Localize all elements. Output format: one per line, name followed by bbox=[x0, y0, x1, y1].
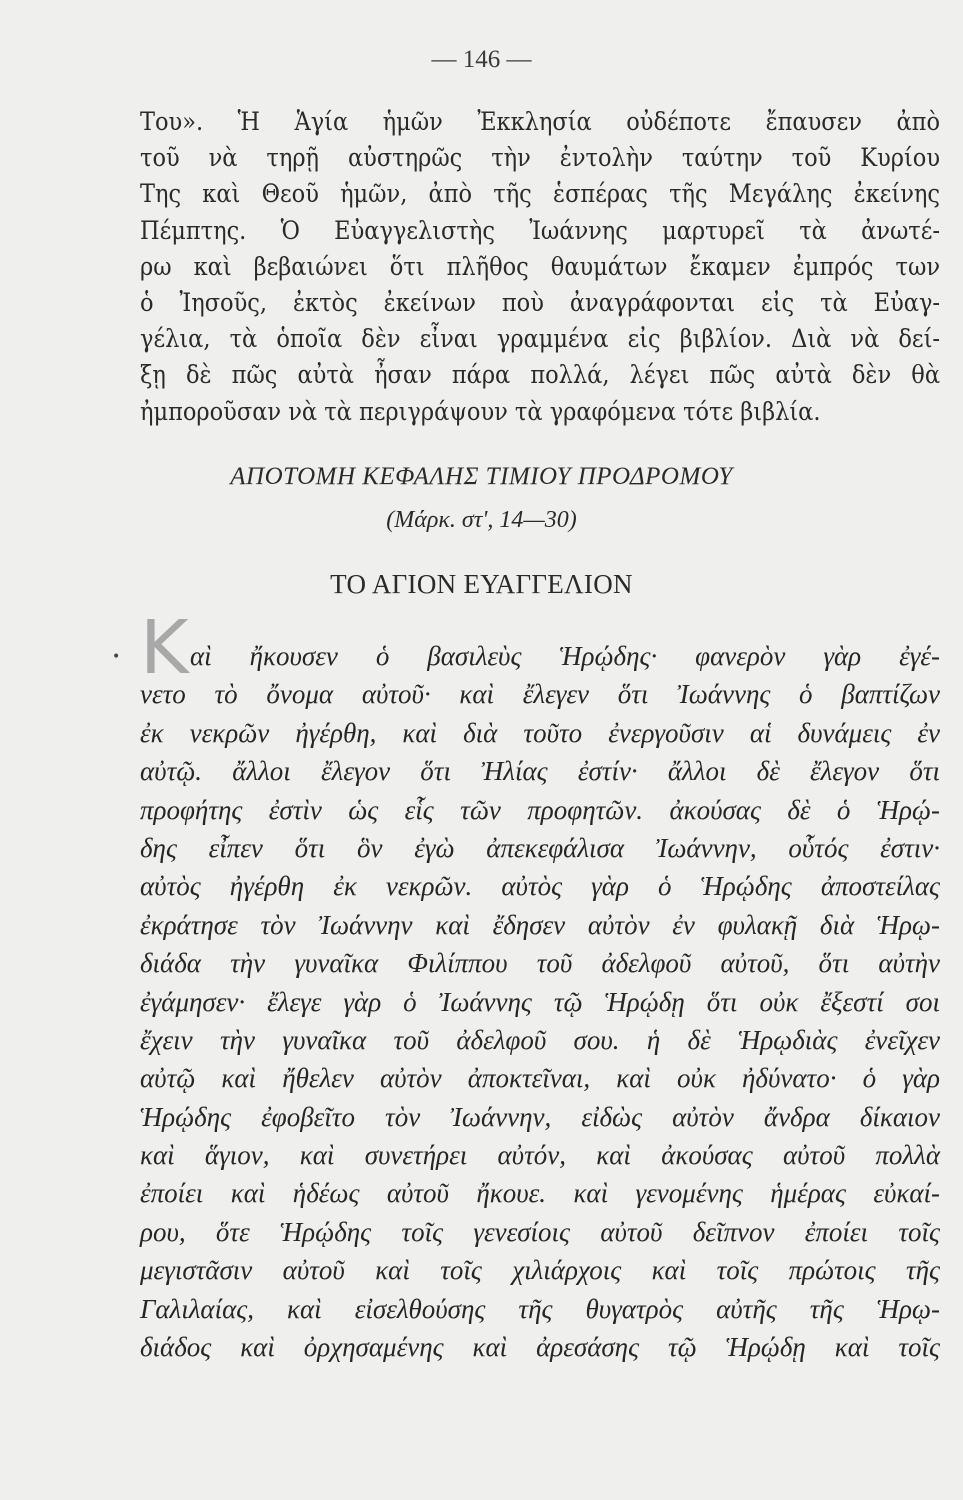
gospel-line: δης εἶπεν ὅτι ὃν ἐγὼ ἀπεκεφάλισα Ἰωάννην, οὗτός ἐστιν· bbox=[140, 832, 940, 863]
gospel-line: ἐκράτησε τὸν Ἰωάννην καὶ ἔδησεν αὐτὸν ἐν φυλακῇ διὰ Ἡρῳ- bbox=[140, 909, 940, 940]
text-line: ρω καὶ βεβαιώνει ὅτι πλῆθος θαυμάτων ἔκαμεν ἐμπρός των bbox=[140, 251, 940, 281]
gospel-line: διάδος καὶ ὀρχησαμένης καὶ ἀρεσάσης τῷ Ἡρῴδῃ καὶ τοῖς bbox=[140, 1332, 940, 1363]
gospel-line: διάδα τὴν γυναῖκα Φιλίππου τοῦ ἀδελφοῦ αὐτοῦ, ὅτι αὐτὴν bbox=[140, 948, 940, 979]
gospel-line: ἐγάμησεν· ἔλεγε γὰρ ὁ Ἰωάννης τῷ Ἡρῴδῃ ὅτι οὐκ ἔξεστί σοι bbox=[140, 986, 940, 1017]
gospel-line: αὐτῷ καὶ ἤθελεν αὐτὸν ἀποκτεῖναι, καὶ οὐκ ἠδύνατο· ὁ γὰρ bbox=[140, 1063, 940, 1094]
gospel-line: νετο τὸ ὄνομα αὐτοῦ· καὶ ἔλεγεν ὅτι Ἰωάννης ὁ βαπτίζων bbox=[140, 679, 940, 710]
gospel-line: ἐκ νεκρῶν ἠγέρθη, καὶ διὰ τοῦτο ἐνεργοῦσιν αἱ δυνάμεις ἐν bbox=[140, 717, 940, 748]
text-line: ὁ Ἰησοῦς, ἐκτὸς ἐκείνων ποὺ ἀναγράφονται εἰς τὰ Εὐαγ- bbox=[140, 287, 940, 317]
gospel-line: προφήτης ἐστὶν ὡς εἷς τῶν προφητῶν. ἀκούσας δὲ ὁ Ἡρῴ- bbox=[140, 794, 940, 825]
text-line: Πέμπτης. Ὁ Εὐαγγελιστὴς Ἰωάννης μαρτυρεῖ τὰ ἀνωτέ- bbox=[140, 215, 940, 245]
drop-cap: Κ bbox=[140, 605, 189, 691]
page-number: — 146 — bbox=[431, 46, 532, 73]
gospel-text bbox=[140, 637, 940, 1366]
text-line: γέλια, τὰ ὁποῖα δὲν εἶναι γραμμένα εἰς βιβλίον. Διὰ νὰ δεί- bbox=[140, 324, 940, 354]
gospel-line: αὶ ἤκουσεν ὁ βασιλεὺς Ἡρῴδης· φανερὸν γὰρ ἐγέ- bbox=[190, 641, 940, 671]
gospel-heading: ΤΟ ΑΓΙΟΝ ΕΥΑΓΓΕΛΙΟΝ bbox=[330, 569, 633, 599]
body-paragraph bbox=[140, 104, 940, 430]
section-title: ΑΠΟΤΟΜΗ ΚΕΦΑΛΗΣ ΤΙΜΙΟΥ ΠΡΟΔΡΟΜΟΥ bbox=[230, 463, 733, 490]
gospel-line: ἔχειν τὴν γυναῖκα τοῦ ἀδελφοῦ σου. ἡ δὲ Ἡρῳδιὰς ἐνεῖχεν bbox=[140, 1024, 940, 1055]
gospel-line: καὶ ἅγιον, καὶ συνετήρει αὐτόν, καὶ ἀκούσας αὐτοῦ πολλὰ bbox=[140, 1140, 940, 1171]
gospel-line: αὐτῷ. ἄλλοι ἔλεγον ὅτι Ἠλίας ἐστίν· ἄλλοι δὲ ἔλεγον ὅτι bbox=[140, 756, 940, 787]
gospel-line: αὐτὸς ἠγέρθη ἐκ νεκρῶν. αὐτὸς γὰρ ὁ Ἡρῴδης ἀποστείλας bbox=[140, 871, 940, 902]
gospel-line: Ἡρῴδης ἐφοβεῖτο τὸν Ἰωάννην, εἰδὼς αὐτὸν ἄνδρα δίκαιον bbox=[140, 1101, 940, 1132]
text-line: ἠμποροῦσαν νὰ τὰ περιγράψουν τὰ γραφόμενα τότε βιβλία. bbox=[140, 396, 821, 426]
gospel-line: μεγιστᾶσιν αὐτοῦ καὶ τοῖς χιλιάρχοις καὶ τοῖς πρώτοις τῆς bbox=[140, 1255, 940, 1286]
text-line: τοῦ νὰ τηρῇ αὐστηρῶς τὴν ἐντολὴν ταύτην τοῦ Κυρίου bbox=[140, 143, 940, 173]
text-line: Του». Ἡ Ἁγία ἡμῶν Ἐκκλησία οὐδέποτε ἔπαυσεν ἀπὸ bbox=[140, 107, 940, 136]
text-line: ξῃ δὲ πῶς αὐτὰ ἦσαν πάρα πολλά, λέγει πῶς αὐτὰ δὲν θὰ bbox=[140, 360, 940, 390]
gospel-line: ρου, ὅτε Ἡρῴδης τοῖς γενεσίοις αὐτοῦ δεῖπνον ἐποίει τοῖς bbox=[140, 1216, 940, 1247]
text-line: Της καὶ Θεοῦ ἡμῶν, ἀπὸ τῆς ἑσπέρας τῆς Μεγάλης ἐκείνης bbox=[140, 179, 940, 209]
gospel-line: Γαλιλαίας, καὶ εἰσελθούσης τῆς θυγατρὸς αὐτῆς τῆς Ἡρῳ- bbox=[140, 1293, 940, 1324]
section-reference: (Μάρκ. στ', 14—30) bbox=[386, 507, 577, 533]
gospel-line: ἐποίει καὶ ἡδέως αὐτοῦ ἤκουε. καὶ γενομένης ἡμέρας εὐκαί- bbox=[140, 1178, 940, 1209]
margin-dot-icon: • bbox=[112, 649, 121, 665]
